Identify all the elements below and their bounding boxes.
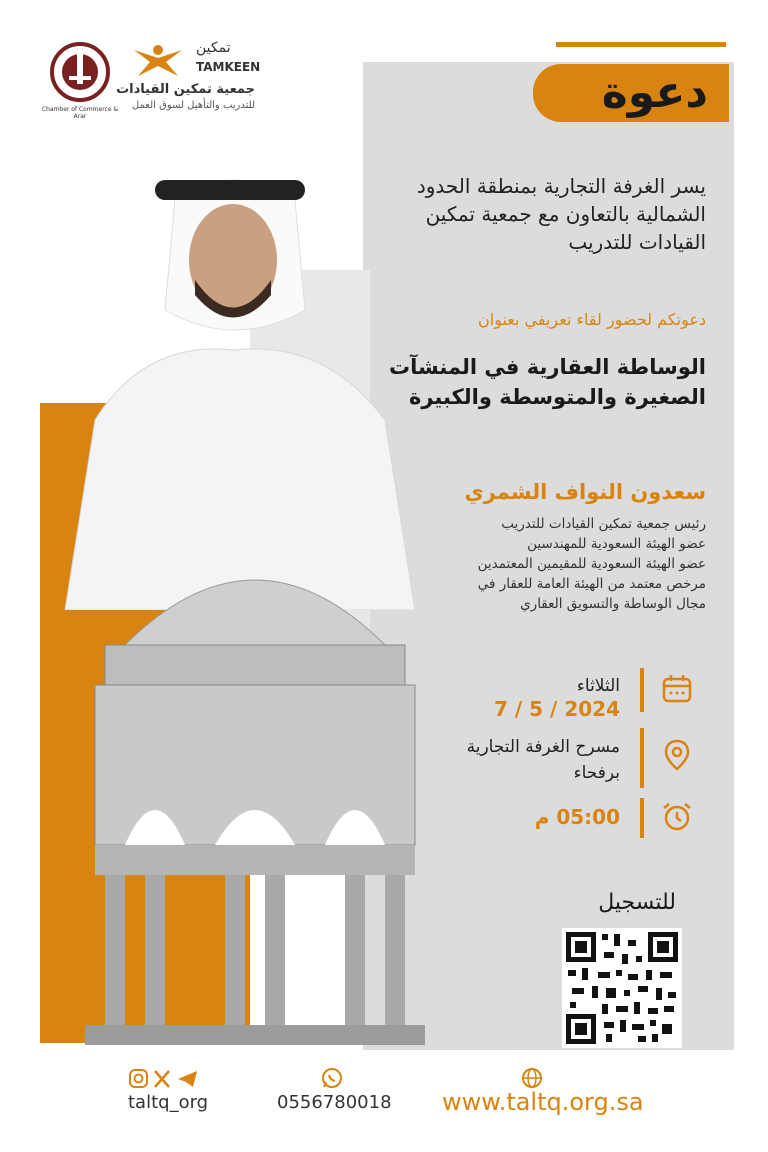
top-accent-bar: [556, 42, 726, 47]
social-icons: [128, 1068, 200, 1090]
bio-line: مرخص معتمد من الهيئة العامة للعقار في: [477, 576, 706, 592]
phone-number[interactable]: 0556780018: [277, 1092, 392, 1113]
calendar-icon: [660, 672, 694, 706]
qr-code[interactable]: [562, 928, 682, 1048]
register-label: للتسجيل: [598, 890, 676, 915]
tamkeen-name-en: TAMKEEN: [196, 60, 261, 74]
telegram-icon: [178, 1071, 197, 1087]
x-icon: [155, 1071, 169, 1087]
intro-text: يسر الغرفة التجارية بمنطقة الحدود الشمالية بالتعاون مع جمعية تمكين القيادات للتدريب: [416, 174, 706, 254]
event-date: 2024 / 5 / 7: [494, 697, 620, 721]
bio-line: رئيس جمعية تمكين القيادات للتدريب: [501, 516, 706, 532]
tamkeen-emblem-icon: [130, 42, 186, 82]
event-venue-city: برفحاء: [573, 763, 620, 783]
social-handle[interactable]: taltq_org: [128, 1092, 209, 1113]
tamkeen-logo: [116, 40, 265, 120]
event-venue: مسرح الغرفة التجارية: [466, 737, 620, 757]
tamkeen-name-ar: تمكين: [196, 40, 231, 56]
page-title: دعوة: [601, 67, 708, 118]
location-pin-icon: [660, 738, 694, 772]
speaker-name: سعدون النواف الشمري: [464, 480, 706, 504]
org-tagline: للتدريب والتأهيل لسوق العمل: [131, 100, 255, 111]
bio-line: مجال الوساطة والتسويق العقاري: [520, 596, 706, 612]
separator-line: [640, 798, 644, 838]
chamber-name-en: Chamber of Commerce & Arar: [41, 106, 119, 120]
whatsapp-icon: [320, 1066, 344, 1090]
separator-line: [640, 668, 644, 712]
bio-line: عضو الهيئة السعودية للمهندسين: [527, 536, 706, 552]
dome-building-image: [85, 535, 425, 1045]
invite-text: دعوتكم لحضور لقاء تعريفي بعنوان: [478, 310, 706, 329]
globe-icon: [520, 1066, 544, 1090]
speaker-bio: [396, 514, 706, 614]
website-link[interactable]: www.taltq.org.sa: [442, 1088, 644, 1116]
event-time: 05:00 م: [534, 805, 620, 829]
bio-line: عضو الهيئة السعودية للمقيمين المعتمدين: [477, 556, 706, 572]
chamber-logo: [41, 40, 119, 120]
event-topic: الوساطة العقارية في المنشآت الصغيرة والمتوسطة والكبيرة: [389, 355, 706, 409]
org-name: جمعية تمكين القيادات: [116, 82, 255, 97]
separator-line: [640, 728, 644, 788]
event-day: الثلاثاء: [576, 676, 620, 696]
instagram-icon: [130, 1070, 147, 1087]
alarm-clock-icon: [660, 800, 694, 834]
